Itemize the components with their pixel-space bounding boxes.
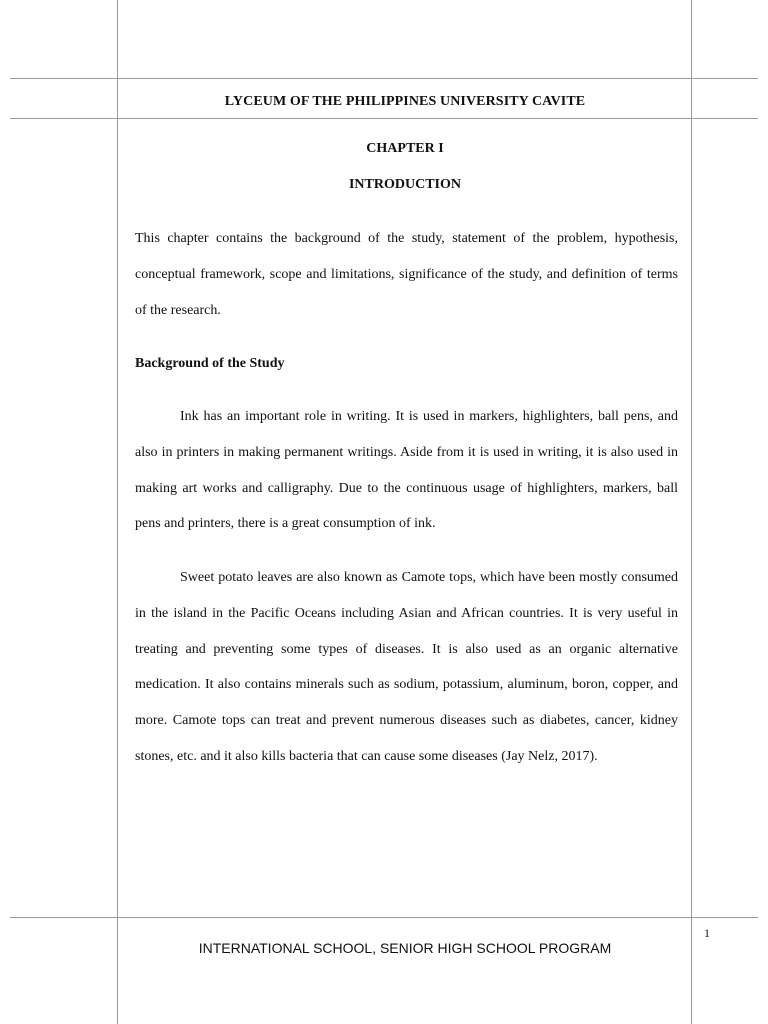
intro-paragraph: This chapter contains the background of the study, statement of the problem, hypothesis, conceptual framework, scope and limitations, significance of the study, and definition of terms of the research. — [135, 231, 678, 318]
chapter-title: INTRODUCTION — [348, 177, 461, 192]
program-footer: INTERNATIONAL SCHOOL, SENIOR HIGH SCHOOL PROGRAM — [198, 940, 612, 956]
background-paragraph-2: Sweet potato leaves are also known as Camote tops, which have been mostly consumed in the island in the Pacific Oceans including Asian and African countries. It is very useful in treating and preventing some types of diseases. It is also used as an organic alternative medication. It also contains minerals such as sodium, potassium, aluminum, boron, copper, and more. Camote tops can treat and prevent numerous diseases such as diabetes, cancer, kidney stones, etc. and it also kills bacteria that can cause some diseases (Jay Nelz, 2017). — [135, 570, 678, 764]
header-bottom-rule — [10, 118, 758, 119]
footer-top-rule — [10, 917, 758, 918]
page-number: 1 — [704, 926, 710, 940]
header-top-rule — [10, 78, 758, 79]
background-heading: Background of the Study — [135, 356, 285, 371]
chapter-number: CHAPTER I — [366, 141, 444, 156]
background-paragraph-1: Ink has an important role in writing. It is used in markers, highlighters, ball pens, and also in printers in making permanent writings. Aside from it is used in writing, it is also used in making art works and calligraphy. Due to the continuous usage of highlighters, markers, ball pens and printers, there is a great consumption of ink. — [135, 409, 678, 532]
institution-header: LYCEUM OF THE PHILIPPINES UNIVERSITY CAVITE — [224, 94, 586, 109]
